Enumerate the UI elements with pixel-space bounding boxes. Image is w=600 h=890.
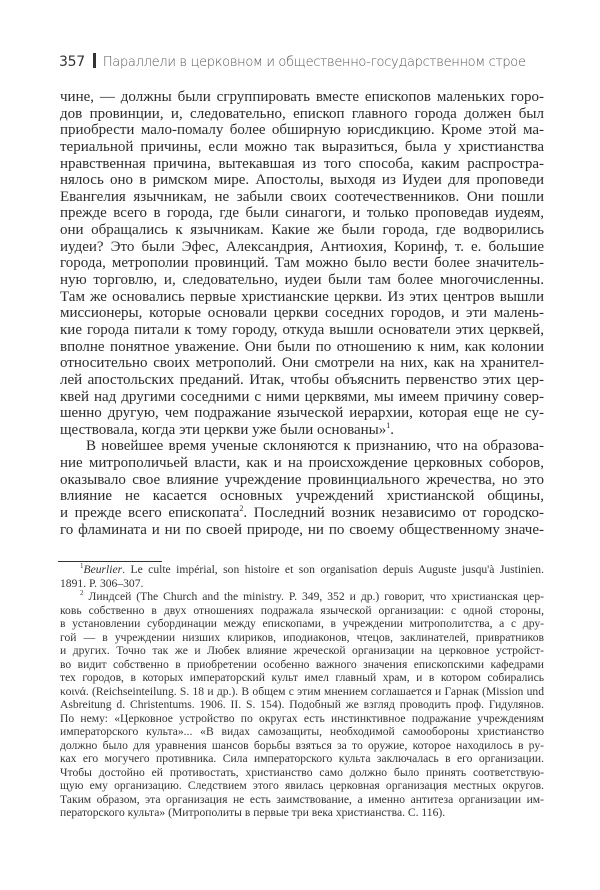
text-run: Евангелия язычникам, не забыли своих соотечественников. Они пошли — [60, 188, 544, 205]
text-run: во видит собственно в приобретении особенно важного значения епископскими кафедрами — [60, 657, 544, 671]
footnote-marker: 2 — [80, 589, 84, 597]
text-run: прежде всего в города, где были синагоги, и только проповедав иудеям, — [60, 205, 544, 222]
text-run: щую ему организацию. Следствием этого явилась церковная организация местных округов. — [60, 779, 544, 792]
footnote-line — [60, 725, 544, 739]
page-number: 357 — [59, 54, 85, 70]
text-run: . Последний возник независимо от городско- — [243, 505, 544, 522]
text-run: По нему: «Церковное устройство по округах есть инстинктивное подражание учреждениям — [60, 711, 544, 725]
text-run: влияние не касается основных учреждений христианской общины, — [60, 488, 544, 505]
body-line — [60, 389, 544, 406]
body-line — [60, 222, 544, 239]
text-run: тех городов, в которых императорский культ имел главный храм, и в котором собирались — [60, 671, 544, 684]
text-run: в установлении субординации между епископами, в учреждении митрополитства, а с дру- — [60, 617, 544, 630]
body-line — [60, 255, 544, 272]
footnote-line — [60, 671, 544, 685]
text-run: оказывало свое влияние учреждение провинциального жречества, но это — [60, 471, 544, 488]
text-run: города, метрополии провинций. Там можно было вести более значитель- — [60, 255, 544, 272]
body-line — [60, 372, 544, 389]
text-run: В новейшее время ученые склоняются к признанию, что на образова- — [86, 438, 544, 455]
footnote-line — [60, 590, 544, 604]
body-line — [60, 355, 544, 372]
text-run: лей апостольских преданий. Итак, чтобы объяснить первенство этих цер- — [60, 371, 544, 388]
footnote-line — [60, 739, 544, 753]
text-run: Таким образом, эта организация не есть заимствование, а именно антитеза организации им- — [60, 792, 544, 806]
text-run: приобрести мало-помалу более обширную юрисдикцию. Кроме этой ма- — [60, 122, 544, 139]
text-run: относительно своих метрополий. Они смотрели на них, как на хранител- — [60, 355, 544, 372]
body-line — [60, 422, 544, 439]
text-run: и прежде всего епископата — [60, 505, 240, 522]
body-line — [60, 89, 544, 106]
text-run: императорского культа»... «В видах самозащиты, необходимой самообороны христианство — [60, 725, 544, 738]
footnote-separator — [58, 561, 162, 562]
body-line — [60, 488, 544, 505]
text-run: вполне понятное уважение. Они были по отношению к ним, как колонии — [60, 338, 544, 355]
body-line — [60, 139, 544, 156]
text-run: чине, — должны были сгруппировать вместе епископов маленьких горо- — [60, 89, 544, 105]
text-run: шенно другую, чем подражание языческой иерархии, которая еще не су- — [60, 405, 544, 422]
footnote-line — [60, 604, 544, 618]
body-line — [60, 106, 544, 123]
body-line — [60, 156, 544, 173]
text-run: ществовала, когда эти церкви уже были основаны» — [60, 421, 387, 438]
body-text — [60, 89, 544, 538]
footnote-marker: 2 — [239, 504, 244, 514]
text-run: ние митрополичьей власти, как и на происхождение церковных соборов, — [60, 455, 544, 472]
body-line — [60, 122, 544, 139]
header-divider — [93, 53, 96, 68]
text-run: 1891. P. 306–307. — [60, 576, 144, 590]
body-line — [60, 172, 544, 189]
text-run: Чтобы достойно ей противостать, христианство само должно было принять соответствую- — [60, 765, 544, 779]
body-line — [60, 239, 544, 256]
footnote-line — [60, 766, 544, 780]
body-line — [60, 272, 544, 289]
body-line — [60, 289, 544, 306]
body-line — [60, 522, 544, 539]
footnote-line — [60, 631, 544, 645]
body-line — [60, 322, 544, 339]
text-run: Beurlier — [83, 563, 123, 576]
footnote-line — [60, 698, 544, 712]
text-run: и других. Точно так же и Любек влияние жреческой организации на церковное устройст- — [60, 644, 544, 657]
body-line — [60, 205, 544, 222]
text-run: гой — в учреждении низших клириков, иподиаконов, чтецов, заклинателей, привратников — [60, 630, 544, 644]
footnote-line — [60, 806, 544, 820]
text-run: кие города питали к тому городу, откуда вышли основатели этих церквей, — [60, 321, 544, 338]
footnote-marker: 1 — [386, 420, 391, 430]
footnote-line — [60, 779, 544, 793]
footnote-line — [60, 658, 544, 672]
text-run: они обращались к язычникам. Какие же были города, где водворились — [60, 222, 544, 239]
body-line — [60, 472, 544, 489]
text-run: Линдсей (The Church and the ministry. P. 349, 352 и др.) говорит, что христианская цер- — [83, 590, 544, 603]
text-run: ках его могучего противника. Сила императорского культа заключалась в его организации. — [60, 752, 544, 765]
body-line — [60, 455, 544, 472]
text-run: миссионеры, которые основали церкви соседних городов, и эти малень- — [60, 305, 544, 322]
footnote-line — [60, 712, 544, 726]
running-title: Параллели в церковном и общественно-государственном строе — [102, 55, 526, 70]
text-run: Asbreitung d. Christentums. 1906. II. S. 154). Подобный же взгляд проводить проф. Гидулянов. — [60, 698, 544, 711]
footnote-line — [60, 685, 544, 699]
text-run: дов провинции, и, следовательно, епископ главного города должен был — [60, 105, 544, 122]
text-run: ную торговлю, и, следовательно, иудеи были там более многочисленны. — [60, 272, 544, 289]
body-line — [60, 339, 544, 356]
text-run: нравственная причина, вытекавшая из того способа, каким распростра- — [60, 155, 544, 172]
footnote-line — [60, 577, 544, 591]
text-run: должно было для уравнения шансов борьбы взяться за то оружие, которое находилось в ру- — [60, 738, 544, 752]
footnote-line — [60, 617, 544, 631]
body-line — [60, 189, 544, 206]
footnote-marker: 1 — [80, 562, 84, 570]
text-run: квей над другими соседними с ними церквями, мы имеем причину совер- — [60, 388, 544, 405]
footnotes — [60, 563, 544, 820]
body-line — [60, 305, 544, 322]
text-run: κοινά. (Reichseinteilung. S. 18 и др.). В общем с этим мнением соглашается и Гарнак (Mission und — [60, 684, 544, 698]
text-run: иудеи? Это были Эфес, Александрия, Антиохия, Коринф, т. е. большие — [60, 238, 544, 255]
text-run: го фламината и ни по своей природе, ни по своему общественному значе- — [60, 521, 544, 538]
text-run: териальной причины, если можно так выразиться, была у христианства — [60, 138, 544, 155]
text-run: нялось оно в римском мире. Апостолы, выходя из Иудеи для проповеди — [60, 172, 544, 189]
footnote-line — [60, 644, 544, 658]
footnote-line — [60, 563, 544, 577]
running-header — [59, 53, 526, 70]
text-run: ператорского культа» (Митрополиты в первые три века христианства. С. 116). — [60, 806, 446, 819]
text-run: ковь собственно в двух отношениях подражала языческой организации: с одной стороны, — [60, 603, 544, 617]
footnote-line — [60, 752, 544, 766]
text-run: Там же основались первые христианские церкви. Из этих центров вышли — [60, 288, 544, 305]
text-run: . — [390, 421, 394, 438]
body-line — [60, 405, 544, 422]
body-line — [60, 438, 544, 455]
footnote-line — [60, 793, 544, 807]
text-run: . Le culte impérial, son histoire et son organisation depuis Auguste jusqu'à Justinien. — [122, 563, 544, 576]
body-line — [60, 505, 544, 522]
